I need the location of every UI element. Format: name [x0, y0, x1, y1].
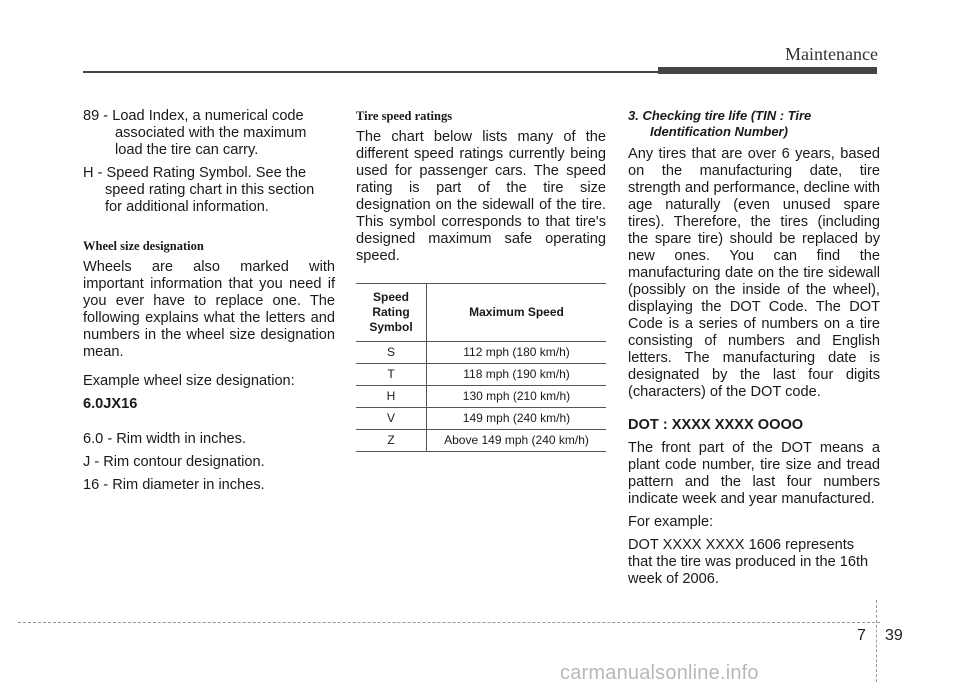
symbol-cell: Z: [356, 430, 427, 452]
tire-speed-heading: Tire speed ratings: [356, 109, 453, 123]
footer-divider: [876, 600, 877, 682]
table-row: [356, 430, 606, 452]
wheel-size-heading: Wheel size designation: [83, 239, 204, 253]
speed-cell: 149 mph (240 km/h): [427, 408, 607, 430]
column-right: [628, 108, 880, 600]
symbol-cell: H: [356, 386, 427, 408]
column-left: [83, 108, 335, 506]
dot-explanation: The front part of the DOT means a plant code number, tire size and tread pattern and the last four numbers indicate week and year manufactured.: [628, 440, 880, 507]
speed-cell: 112 mph (180 km/h): [427, 342, 607, 364]
header-speed-rating-symbol: Speed Rating Symbol: [356, 284, 427, 342]
example-text: DOT XXXX XXXX 1606 represents that the tire was produced in the 16th week of 2006.: [628, 537, 869, 587]
table-row: [356, 386, 606, 408]
example-value: 6.0JX16: [83, 396, 138, 412]
watermark: carmanualsonline.info: [560, 662, 759, 684]
speed-rating-item: H - Speed Rating Symbol. See the speed rating chart in this section for additional information.: [83, 165, 315, 215]
symbol-cell: V: [356, 408, 427, 430]
footer-rule: [18, 622, 880, 623]
load-index-item: 89 - Load Index, a numerical code associated with the maximum load the tire can carry.: [83, 108, 307, 158]
speed-cell: Above 149 mph (240 km/h): [427, 430, 607, 452]
symbol-cell: S: [356, 342, 427, 364]
column-middle: [356, 108, 606, 452]
tire-speed-paragraph: The chart below lists many of the different speed ratings currently being used for passenger cars. The speed rating is part of the tire size designation on the sidewall of the tire. This symbol corresponds to that tire's designed maximum safe operating speed.: [356, 129, 606, 264]
rim-width: 6.0 - Rim width in inches.: [83, 431, 247, 447]
section-title: Maintenance: [785, 44, 878, 64]
rim-diameter: 16 - Rim diameter in inches.: [83, 477, 265, 493]
table-row: [356, 342, 606, 364]
wheel-size-paragraph: Wheels are also marked with important information that you need if you ever have to replace one. The following explains what the letters and numbers in the wheel size designation mean.: [83, 259, 335, 360]
page-number: 39: [885, 627, 903, 644]
header-maximum-speed: Maximum Speed: [427, 284, 607, 342]
speed-rating-table: [356, 283, 606, 452]
example-label: Example wheel size designation:: [83, 373, 295, 389]
table-row: [356, 408, 606, 430]
header-rule-accent: [658, 67, 877, 74]
chapter-number: 7: [857, 627, 866, 644]
speed-cell: 118 mph (190 km/h): [427, 364, 607, 386]
tin-paragraph: Any tires that are over 6 years, based on the manufacturing date, tire strength and performance, decline with age naturally (even unused spare tires). Therefore, the tires (including the spare tire) should be replaced by new ones. You can find the manufacturing date on the tire sidewall (possibly on the inside of the wheel), displaying the DOT Code. The DOT Code is a series of numbers on a tire consisting of numbers and English letters. The manufacturing date is designated by the last four digits (characters) of the DOT code.: [628, 146, 880, 400]
speed-cell: 130 mph (210 km/h): [427, 386, 607, 408]
table-row: [356, 364, 606, 386]
symbol-cell: T: [356, 364, 427, 386]
table-header-row: [356, 284, 606, 342]
example-label: For example:: [628, 514, 714, 530]
header-rule: [83, 71, 658, 73]
tin-heading: 3. Checking tire life (TIN : Tire Identification Number): [628, 108, 812, 139]
rim-contour: J - Rim contour designation.: [83, 454, 265, 470]
dot-code: DOT : XXXX XXXX OOOO: [628, 417, 804, 433]
